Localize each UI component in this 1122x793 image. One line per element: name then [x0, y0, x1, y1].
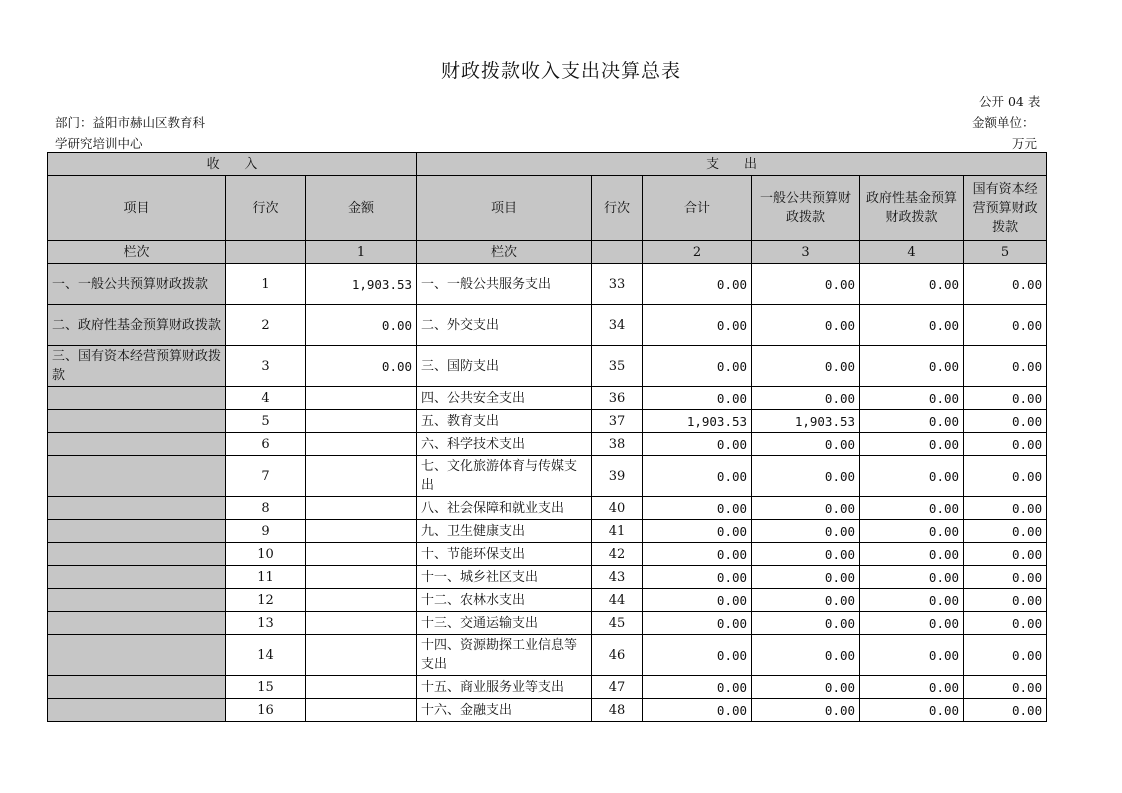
state-value: 0.00 [964, 612, 1047, 635]
table-row [48, 497, 1047, 520]
fund-value: 0.00 [860, 676, 964, 699]
expense-item: 十四、资源勘探工业信息等支出 [417, 635, 592, 676]
fund-value: 0.00 [860, 305, 964, 346]
income-line-no: 16 [226, 699, 306, 722]
fund-value: 0.00 [860, 635, 964, 676]
total-value: 0.00 [643, 635, 752, 676]
table-row [48, 589, 1047, 612]
table-row [48, 456, 1047, 497]
total-value: 0.00 [643, 699, 752, 722]
expense-item: 十一、城乡社区支出 [417, 566, 592, 589]
column-index-blank [226, 241, 306, 264]
total-value: 0.00 [643, 305, 752, 346]
fund-value: 0.00 [860, 387, 964, 410]
income-amount: 0.00 [306, 346, 417, 387]
state-value: 0.00 [964, 635, 1047, 676]
general-value: 0.00 [752, 566, 860, 589]
general-value: 0.00 [752, 612, 860, 635]
expense-item: 十五、商业服务业等支出 [417, 676, 592, 699]
table-row [48, 520, 1047, 543]
expense-line-no: 36 [592, 387, 643, 410]
income-line-no: 10 [226, 543, 306, 566]
general-value: 0.00 [752, 264, 860, 305]
header-row-columns [48, 176, 1047, 241]
table-row [48, 699, 1047, 722]
state-value: 0.00 [964, 433, 1047, 456]
income-amount [306, 635, 417, 676]
income-amount [306, 589, 417, 612]
table-row [48, 433, 1047, 456]
expense-item: 七、文化旅游体育与传媒支出 [417, 456, 592, 497]
column-index-label: 栏次 [48, 241, 226, 264]
state-value: 0.00 [964, 456, 1047, 497]
state-value: 0.00 [964, 589, 1047, 612]
state-value: 0.00 [964, 520, 1047, 543]
column-index-1: 1 [306, 241, 417, 264]
income-amount [306, 410, 417, 433]
expense-line-no: 38 [592, 433, 643, 456]
total-value: 0.00 [643, 387, 752, 410]
total-value: 0.00 [643, 456, 752, 497]
income-line-no: 1 [226, 264, 306, 305]
income-amount [306, 456, 417, 497]
expense-line-no: 47 [592, 676, 643, 699]
expense-line-no-header: 行次 [592, 176, 643, 241]
general-value: 0.00 [752, 589, 860, 612]
column-index-4: 4 [860, 241, 964, 264]
fund-value: 0.00 [860, 543, 964, 566]
income-line-no: 2 [226, 305, 306, 346]
income-line-no: 11 [226, 566, 306, 589]
income-amount [306, 520, 417, 543]
expense-item-header: 项目 [417, 176, 592, 241]
general-value: 0.00 [752, 520, 860, 543]
fund-value: 0.00 [860, 566, 964, 589]
expense-item: 六、科学技术支出 [417, 433, 592, 456]
expense-line-no: 40 [592, 497, 643, 520]
total-value: 0.00 [643, 264, 752, 305]
state-value: 0.00 [964, 410, 1047, 433]
state-value: 0.00 [964, 676, 1047, 699]
table-row [48, 612, 1047, 635]
state-value: 0.00 [964, 497, 1047, 520]
expense-line-no: 33 [592, 264, 643, 305]
table-row [48, 635, 1047, 676]
expense-line-no: 34 [592, 305, 643, 346]
total-value: 0.00 [643, 589, 752, 612]
expense-item: 十、节能环保支出 [417, 543, 592, 566]
expense-line-no: 44 [592, 589, 643, 612]
income-item [48, 520, 226, 543]
expense-item: 三、国防支出 [417, 346, 592, 387]
income-amount [306, 566, 417, 589]
general-value: 0.00 [752, 305, 860, 346]
income-line-no: 6 [226, 433, 306, 456]
income-amount [306, 433, 417, 456]
table-row [48, 566, 1047, 589]
general-value: 0.00 [752, 433, 860, 456]
income-item [48, 699, 226, 722]
income-item [48, 543, 226, 566]
total-value: 0.00 [643, 676, 752, 699]
expense-item: 十二、农林水支出 [417, 589, 592, 612]
expense-item: 九、卫生健康支出 [417, 520, 592, 543]
income-item: 二、政府性基金预算财政拨款 [48, 305, 226, 346]
expense-line-no: 48 [592, 699, 643, 722]
income-line-no: 3 [226, 346, 306, 387]
table-row [48, 264, 1047, 305]
total-value: 0.00 [643, 612, 752, 635]
expense-line-no: 45 [592, 612, 643, 635]
income-line-no: 5 [226, 410, 306, 433]
income-amount [306, 676, 417, 699]
income-amount [306, 387, 417, 410]
income-line-no: 8 [226, 497, 306, 520]
general-value: 0.00 [752, 387, 860, 410]
income-amount: 0.00 [306, 305, 417, 346]
general-value: 0.00 [752, 543, 860, 566]
fund-value: 0.00 [860, 589, 964, 612]
expense-line-no: 42 [592, 543, 643, 566]
expense-column-index-blank [592, 241, 643, 264]
income-item [48, 676, 226, 699]
table-row [48, 410, 1047, 433]
total-value: 0.00 [643, 433, 752, 456]
income-section-header: 收 入 [48, 153, 417, 176]
table-row [48, 543, 1047, 566]
general-value: 0.00 [752, 635, 860, 676]
general-value: 0.00 [752, 676, 860, 699]
department-label-line2: 学研究培训中心 [55, 136, 143, 151]
fund-value: 0.00 [860, 264, 964, 305]
report-title: 财政拨款收入支出决算总表 [440, 60, 681, 82]
income-line-no: 7 [226, 456, 306, 497]
form-number: 公开 04 表 [979, 94, 1041, 109]
table-row [48, 305, 1047, 346]
expense-item: 八、社会保障和就业支出 [417, 497, 592, 520]
state-value: 0.00 [964, 305, 1047, 346]
header-row-sections [48, 153, 1047, 176]
fund-value: 0.00 [860, 410, 964, 433]
state-capital-header: 国有资本经营预算财政拨款 [964, 176, 1047, 241]
fund-value: 0.00 [860, 612, 964, 635]
income-line-no: 13 [226, 612, 306, 635]
income-line-no-header: 行次 [226, 176, 306, 241]
income-item: 三、国有资本经营预算财政拨款 [48, 346, 226, 387]
income-line-no: 12 [226, 589, 306, 612]
income-item [48, 589, 226, 612]
column-index-2: 2 [643, 241, 752, 264]
unit-value: 万元 [1012, 136, 1038, 151]
total-value: 0.00 [643, 520, 752, 543]
expense-item: 一、一般公共服务支出 [417, 264, 592, 305]
state-value: 0.00 [964, 346, 1047, 387]
expense-item: 四、公共安全支出 [417, 387, 592, 410]
income-amount-header: 金额 [306, 176, 417, 241]
income-amount [306, 497, 417, 520]
table-row [48, 387, 1047, 410]
state-value: 0.00 [964, 264, 1047, 305]
state-value: 0.00 [964, 543, 1047, 566]
income-amount [306, 699, 417, 722]
expense-section-header: 支 出 [417, 153, 1047, 176]
income-line-no: 9 [226, 520, 306, 543]
expense-column-index-label: 栏次 [417, 241, 592, 264]
table-row [48, 676, 1047, 699]
expense-item: 十三、交通运输支出 [417, 612, 592, 635]
expense-item: 二、外交支出 [417, 305, 592, 346]
expense-item: 十六、金融支出 [417, 699, 592, 722]
general-value: 1,903.53 [752, 410, 860, 433]
expense-item: 五、教育支出 [417, 410, 592, 433]
expense-line-no: 41 [592, 520, 643, 543]
total-value: 1,903.53 [643, 410, 752, 433]
column-index-row [48, 241, 1047, 264]
income-line-no: 4 [226, 387, 306, 410]
general-budget-header: 一般公共预算财政拨款 [752, 176, 860, 241]
income-item [48, 433, 226, 456]
income-item [48, 635, 226, 676]
column-index-3: 3 [752, 241, 860, 264]
expense-line-no: 43 [592, 566, 643, 589]
total-value: 0.00 [643, 346, 752, 387]
income-item: 一、一般公共预算财政拨款 [48, 264, 226, 305]
fund-value: 0.00 [860, 520, 964, 543]
income-line-no: 14 [226, 635, 306, 676]
income-item [48, 497, 226, 520]
fund-value: 0.00 [860, 456, 964, 497]
total-header: 合计 [643, 176, 752, 241]
income-line-no: 15 [226, 676, 306, 699]
total-value: 0.00 [643, 566, 752, 589]
budget-table [47, 152, 1047, 722]
department-label-line1: 部门：益阳市赫山区教育科 [55, 115, 206, 130]
income-amount [306, 612, 417, 635]
fund-value: 0.00 [860, 699, 964, 722]
general-value: 0.00 [752, 346, 860, 387]
income-amount [306, 543, 417, 566]
expense-line-no: 35 [592, 346, 643, 387]
general-value: 0.00 [752, 456, 860, 497]
general-value: 0.00 [752, 699, 860, 722]
income-item [48, 410, 226, 433]
general-value: 0.00 [752, 497, 860, 520]
column-index-5: 5 [964, 241, 1047, 264]
income-item [48, 387, 226, 410]
total-value: 0.00 [643, 543, 752, 566]
state-value: 0.00 [964, 699, 1047, 722]
fund-budget-header: 政府性基金预算财政拨款 [860, 176, 964, 241]
income-amount: 1,903.53 [306, 264, 417, 305]
table-row [48, 346, 1047, 387]
fund-value: 0.00 [860, 346, 964, 387]
income-item-header: 项目 [48, 176, 226, 241]
state-value: 0.00 [964, 387, 1047, 410]
fund-value: 0.00 [860, 497, 964, 520]
expense-line-no: 39 [592, 456, 643, 497]
expense-line-no: 37 [592, 410, 643, 433]
total-value: 0.00 [643, 497, 752, 520]
income-item [48, 566, 226, 589]
income-item [48, 456, 226, 497]
unit-label: 金额单位： [972, 115, 1035, 130]
income-item [48, 612, 226, 635]
state-value: 0.00 [964, 566, 1047, 589]
expense-line-no: 46 [592, 635, 643, 676]
fund-value: 0.00 [860, 433, 964, 456]
